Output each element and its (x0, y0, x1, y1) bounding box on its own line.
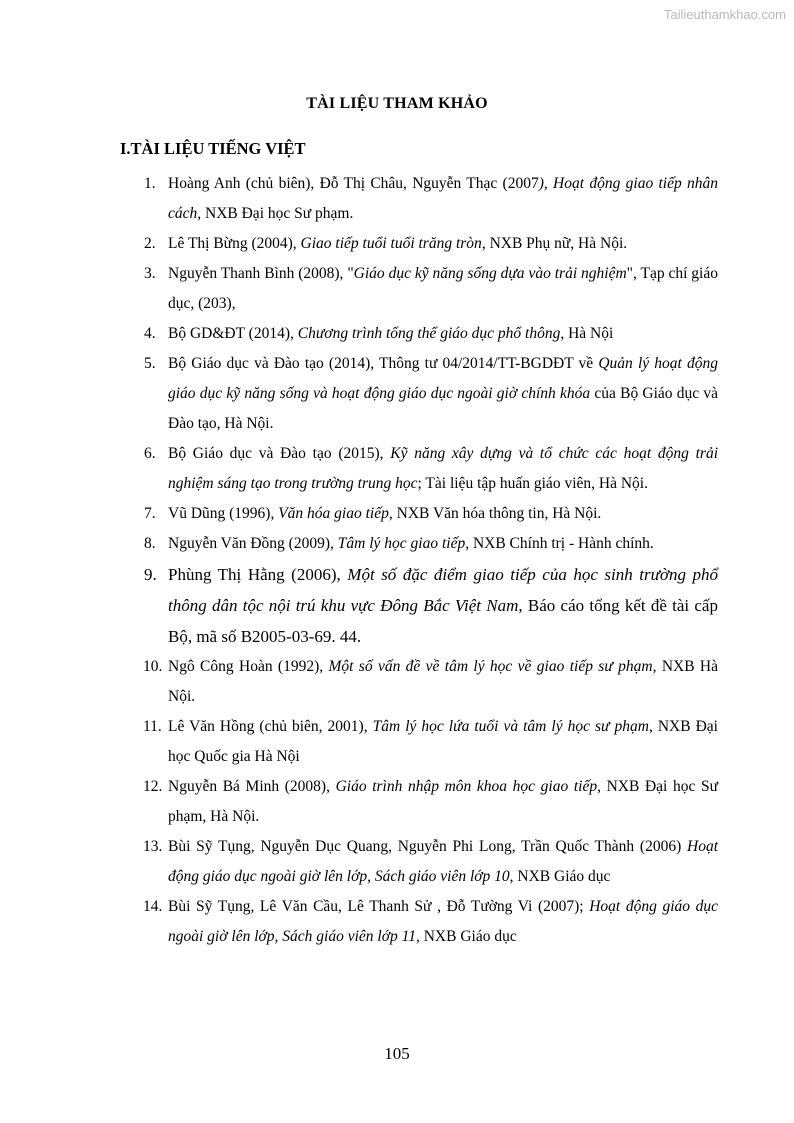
reference-item (120, 772, 718, 832)
reference-number: 11. (143, 718, 162, 735)
reference-item (120, 259, 718, 319)
reference-number: 5. (144, 355, 156, 372)
watermark: Tailieuthamkhao.com (663, 7, 786, 22)
section-heading: I.TÀI LIỆU TIẾNG VIỆT (120, 139, 306, 158)
reference-number: 12. (143, 778, 163, 795)
reference-number: 2. (144, 235, 156, 252)
reference-title: Tâm lý học giao tiếp (337, 535, 466, 552)
reference-title: Giáo trình nhập môn khoa học giao tiếp (335, 778, 598, 795)
reference-publisher: , NXB Giáo dục (415, 928, 517, 945)
reference-text: Vũ Dũng (1996), (168, 505, 279, 522)
reference-text: Phùng Thị Hằng (2006), (168, 565, 348, 584)
reference-title: Kỹ năng xây dựng và tổ chức các hoạt động trải nghiệm sáng tạo trong trường trung học (168, 445, 719, 492)
reference-publisher: ", Tạp chí giáo dục, (203), (168, 265, 718, 312)
reference-publisher: , NXB Đại học Sư phạm, Hà Nội. (168, 778, 718, 825)
reference-publisher: ; Tài liệu tập huấn giáo viên, Hà Nội. (417, 475, 648, 492)
reference-text: Bộ GD&ĐT (2014), (168, 325, 298, 342)
reference-item (120, 499, 718, 529)
reference-number: 8. (144, 535, 156, 552)
reference-publisher: , NXB Hà Nội. (168, 658, 718, 705)
reference-text: Bùi Sỹ Tụng, Nguyễn Dục Quang, Nguyễn Phi Long, Trần Quốc Thành (2006) (168, 838, 687, 855)
page-title: TÀI LIỆU THAM KHẢO (306, 95, 488, 112)
page-number: 105 (384, 1044, 410, 1063)
reference-text: Nguyễn Thanh Bình (2008), " (168, 265, 354, 282)
reference-text: Nguyễn Bá Minh (2008), (168, 778, 336, 795)
reference-title: Quản lý hoạt động giáo dục kỹ năng sống và hoạt động giáo dục ngoài giờ chính khóa (168, 355, 719, 402)
reference-text: Bộ Giáo dục và Đào tạo (2014), Thông tư 04/2014/TT-BGDĐT về (168, 355, 599, 372)
reference-title: Giao tiếp tuổi tuổi trăng tròn (300, 235, 482, 252)
reference-list (120, 169, 718, 952)
reference-text: Ngô Công Hoàn (1992), (168, 658, 329, 675)
reference-number: 14. (143, 898, 163, 915)
reference-number: 6. (144, 445, 156, 462)
reference-text: Nguyễn Văn Đồng (2009), (168, 535, 338, 552)
reference-number: 4. (144, 325, 156, 342)
reference-title: Văn hóa giao tiếp (278, 505, 389, 522)
reference-publisher: của Bộ Giáo dục và Đào tạo, Hà Nội. (168, 385, 718, 432)
reference-item (120, 529, 718, 559)
reference-item (120, 319, 718, 349)
reference-number: 9. (144, 565, 157, 584)
reference-item (120, 169, 718, 229)
reference-publisher: , NXB Chính trị - Hành chính. (465, 535, 654, 552)
reference-title: Hoạt động giáo dục ngoài giờ lên lớp, Sách giáo viên lớp 11 (168, 898, 718, 945)
reference-item (120, 652, 718, 712)
reference-title: ), Hoạt động giao tiếp nhân cách, (168, 175, 719, 222)
reference-text: Bộ Giáo dục và Đào tạo (2015), (168, 445, 391, 462)
reference-title: Hoạt động giáo dục ngoài giờ lên lớp, Sách giáo viên lớp 10 (168, 838, 718, 885)
reference-number: 3. (144, 265, 156, 282)
reference-item (120, 439, 718, 499)
reference-number: 10. (143, 658, 163, 675)
reference-item (120, 559, 718, 652)
reference-text: Lê Văn Hồng (chủ biên, 2001), (168, 718, 373, 735)
reference-item (120, 712, 718, 772)
reference-publisher: , NXB Đại học Quốc gia Hà Nội (168, 718, 718, 765)
reference-text: Hoàng Anh (chủ biên), Đỗ Thị Châu, Nguyễn Thạc (2007 (168, 175, 539, 192)
reference-publisher: , NXB Giáo dục (509, 868, 611, 885)
reference-publisher: , Hà Nội (560, 325, 614, 342)
reference-publisher: Báo cáo tổng kết đề tài cấp Bộ, mã số B2005-03-69. 44. (168, 596, 718, 646)
reference-item (120, 892, 718, 952)
reference-title: Một số vấn đề về tâm lý học về giao tiếp sư phạm (328, 658, 653, 675)
reference-publisher: , NXB Phụ nữ, Hà Nội. (481, 235, 628, 252)
reference-title: Chương trình tổng thể giáo dục phổ thông (297, 325, 561, 342)
reference-item (120, 832, 718, 892)
reference-number: 1. (144, 175, 156, 192)
reference-text: Bùi Sỹ Tụng, Lê Văn Cầu, Lê Thanh Sử , Đỗ Tường Vi (2007); (168, 898, 590, 915)
reference-title: Tâm lý học lứa tuổi và tâm lý học sư phạm (372, 718, 649, 735)
reference-number: 7. (144, 505, 156, 522)
reference-publisher: , NXB Văn hóa thông tin, Hà Nội. (388, 505, 602, 522)
reference-item (120, 229, 718, 259)
reference-publisher: NXB Đại học Sư phạm. (201, 205, 354, 222)
reference-title: Giáo dục kỹ năng sống dựa vào trải nghiệm (353, 265, 627, 282)
reference-item (120, 349, 718, 439)
reference-title: Một số đặc điểm giao tiếp của học sinh trường phổ thông dân tộc nội trú khu vực Đông Bắc Việt Nam, (168, 565, 719, 615)
reference-number: 13. (143, 838, 163, 855)
reference-text: Lê Thị Bừng (2004), (168, 235, 301, 252)
